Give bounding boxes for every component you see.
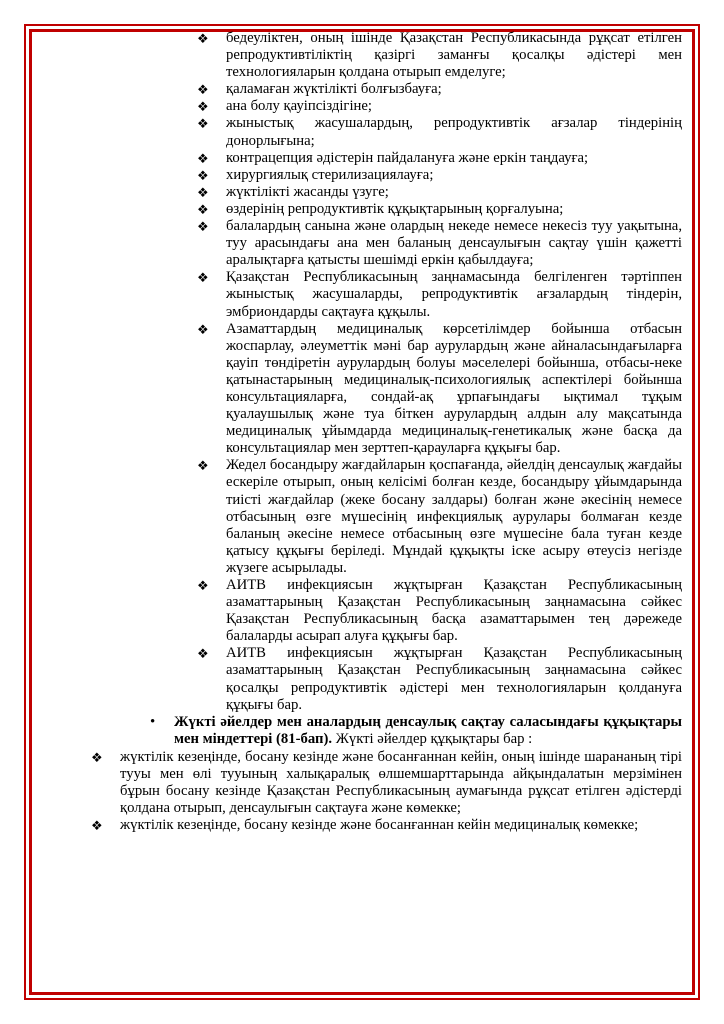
list-item-text: АИТВ инфекциясын жұқтырған Қазақстан Республикасының азаматтарының Қазақстан Республикасының заңнамасына сәйкес қосалқы репродуктивтік әдістері мен технологияларын қолдануға құқығы бар. <box>226 645 682 713</box>
diamond-bullet-icon: ❖ <box>197 31 209 46</box>
list-item <box>197 201 682 218</box>
diamond-bullet-icon: ❖ <box>197 201 209 217</box>
diamond-bullet-icon: ❖ <box>197 82 209 98</box>
list-item <box>197 167 682 184</box>
list-item <box>197 218 682 269</box>
list-item-text: бедеуліктен, оның ішінде Қазақстан Республикасында рұқсат етілген репродуктивтіліктің қазіргі заманғы қосалқы әдістері мен технологияларын қолдана отырып емделуге; <box>226 30 682 81</box>
round-bullet-icon: • <box>150 713 156 730</box>
list-item <box>197 150 682 167</box>
list-item-text: қаламаған жүктілікті болғызбауға; <box>226 81 442 98</box>
list-item <box>197 115 682 149</box>
section-heading-rest: Жүкті әйелдер құқықтары бар : <box>332 731 533 748</box>
list-item-text: жүктілікті жасанды үзуге; <box>226 183 389 200</box>
list-item <box>197 269 682 320</box>
list-item <box>197 184 682 201</box>
list-item <box>197 81 682 98</box>
list-item-text: жүктілік кезеңінде, босану кезінде және босанғаннан кейін, оның ішінде шарананың тірі тууы мен өлі тууының халықаралық өлшемшарттарында айқындалатын мерзімінен бұрын босану кезінде Қазақстан Республикасының аумағында рұқсат етілген әдістерді қолдана отырып, денсаулығын сақтауға және көмекке; <box>120 748 682 816</box>
list-item <box>197 577 682 645</box>
list-item-text: хирургиялық стерилизациялауға; <box>226 166 434 183</box>
list-item <box>197 98 682 115</box>
list-item-text: балалардың санына және олардың некеде немесе некесіз туу уақытына, туу арасындағы ана мен баланың денсаулығын сақтау үшін қажетті аралықтарға қатысты шешімді еркін қабылдауға; <box>226 218 682 269</box>
list-item <box>197 457 682 577</box>
list-item-text: Жедел босандыру жағдайларын қоспағанда, әйелдің денсаулық жағдайы ескеріле отырып, оның келісімі болған кезде, босандыру ұйымдарында тиісті жағдайлар (жеке босану залдары) болған және әкесінің немесе отбасының өзге мүшесінің инфекциялық аурулары болмаған кезде баланың әкесіне немесе отбасының өзге мүшесіне бала туған кезде қатысу құқығы беріледі. Мұндай құқықты іске асыру өтеусіз негізде жүзеге асырылады. <box>226 457 682 576</box>
diamond-bullet-icon: ❖ <box>197 578 209 593</box>
list-item-text: жүктілік кезеңінде, босану кезінде және босанғаннан кейін медициналық көмекке; <box>120 816 639 833</box>
list-item-text: Азаматтардың медициналық көрсетілімдер бойынша отбасын жоспарлау, әлеуметтік мәні бар аурулардың және айналасындағыларға қауіп төндіретін аурулардың болуы мәселелері бойынша, отбасы-неке қатынастарының медициналық-психологиялық аспектілері бойынша консультацияларға, сондай-ақ ұрпағындағы ықтимал тұқым қуалаушылық және туа біткен аурулардың алдын алу мақсатында медициналық ұйымдарда медициналық-генетикалық және басқа да консультациялар мен зерттеп-қарауларға құқығы бар. <box>226 320 682 457</box>
diamond-bullet-icon: ❖ <box>197 646 209 662</box>
list-item <box>197 30 682 81</box>
diamond-bullet-icon: ❖ <box>197 99 209 115</box>
diamond-bullet-icon: ❖ <box>91 749 103 765</box>
list-item-text: контрацепция әдістерін пайдалануға және еркін таңдауға; <box>226 149 589 166</box>
section-sub-list <box>40 749 684 834</box>
rights-list <box>40 30 684 834</box>
section-heading-bold: Жүкті әйелдер мен аналардың денсаулық сақтау саласындағы құқықтары мен міндеттері (81-бап). <box>174 713 682 748</box>
list-item <box>91 817 682 834</box>
list-item-text: Қазақстан Республикасының заңнамасында белгіленген тәртіппен жыныстық жасушаларды, репродуктивтік ағзалардың тіндерін, эмбриондарды сақтауға құқылы. <box>226 269 682 320</box>
diamond-bullet-icon: ❖ <box>197 458 209 474</box>
list-item-text: ана болу қауіпсіздігіне; <box>226 98 372 115</box>
diamond-bullet-icon: ❖ <box>197 167 209 183</box>
diamond-bullet-icon: ❖ <box>197 219 209 235</box>
diamond-bullet-icon: ❖ <box>197 270 209 286</box>
list-item-text: жыныстық жасушалардың, репродуктивтік ағзалар тіндерінің донорлығына; <box>226 115 682 149</box>
diamond-bullet-icon: ❖ <box>197 321 209 337</box>
section-heading-item <box>146 714 682 749</box>
list-item-text: өздерінің репродуктивтік құқықтарының қорғалуына; <box>226 200 564 217</box>
document-body <box>40 30 684 990</box>
list-item-text: АИТВ инфекциясын жұқтырған Қазақстан Республикасының азаматтарының Қазақстан Республикасының заңнамасына сәйкес Қазақстан Республикасының басқа азаматтарымен тең дәрежеде балаларды асырап алуға құқығы бар. <box>226 577 682 645</box>
list-item <box>91 749 682 817</box>
diamond-bullet-icon: ❖ <box>91 817 103 833</box>
list-item <box>197 321 682 458</box>
list-item <box>197 645 682 713</box>
diamond-bullet-icon: ❖ <box>197 150 209 166</box>
diamond-bullet-icon: ❖ <box>197 116 209 132</box>
diamond-bullet-icon: ❖ <box>197 184 209 200</box>
